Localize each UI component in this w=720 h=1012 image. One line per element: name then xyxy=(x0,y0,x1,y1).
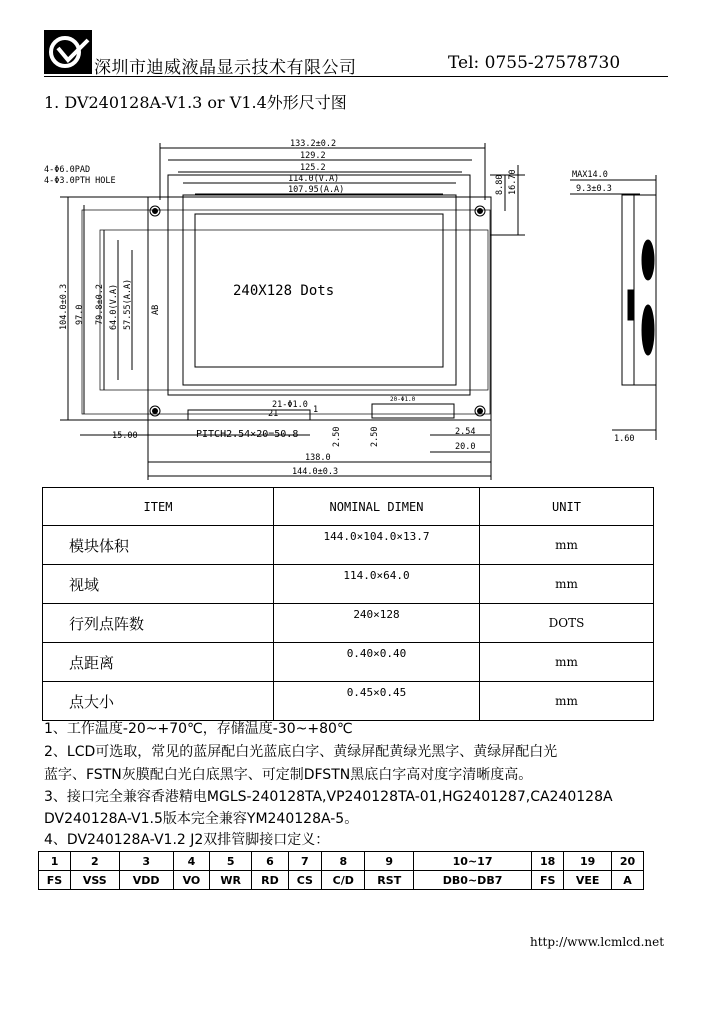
hole-th: 4-Φ3.0PTH HOLE xyxy=(44,176,116,186)
spec-table xyxy=(42,487,654,721)
center-label: 240X128 Dots xyxy=(233,283,335,299)
dim-1252: 125.2 xyxy=(300,163,326,173)
pin-name: DB0~DB7 xyxy=(414,871,532,890)
section-title: 1. DV240128A-V1.3 or V1.4外形尺寸图 xyxy=(44,93,347,112)
spec-header-dimen: NOMINAL DIMEN xyxy=(274,488,480,526)
height-970: 97.0 xyxy=(75,304,85,325)
dim-200: 20.0 xyxy=(455,442,476,452)
pin-number: 19 xyxy=(564,852,612,871)
pin-number: 1 xyxy=(39,852,71,871)
pin-number: 2 xyxy=(71,852,120,871)
pin-number: 5 xyxy=(210,852,252,871)
pin-name: FS xyxy=(532,871,564,890)
spec-unit: mm xyxy=(480,643,654,682)
spec-header-unit: UNIT xyxy=(480,488,654,526)
spec-value: 240×128 xyxy=(353,608,400,621)
height-aa: 57.55(A.A) xyxy=(123,278,133,330)
table-row xyxy=(43,604,654,643)
spec-value-cell xyxy=(274,682,480,721)
right-pin-label: 20-Φ1.0 xyxy=(390,396,416,403)
spec-value: 0.40×0.40 xyxy=(346,647,407,660)
spec-value-cell xyxy=(274,565,480,604)
spec-value-cell xyxy=(274,604,480,643)
pin-name: C/D xyxy=(322,871,365,890)
side-93: 9.3±0.3 xyxy=(576,184,612,194)
height-total: 104.0±0.3 xyxy=(59,283,69,330)
dim-va: 114.0(V.A) xyxy=(288,174,340,184)
spec-header-row xyxy=(43,488,654,526)
pin-name: A xyxy=(612,871,644,890)
width-total: 144.0±0.3 xyxy=(292,467,339,477)
note-3: 3、接口完全兼容香港精电MGLS-240128TA,VP240128TA-01,HG2401287,CA240128A xyxy=(44,789,613,805)
spec-item: 点距离 xyxy=(43,643,274,682)
dim-1500: 15.00 xyxy=(112,431,138,441)
dim-1670: 16.70 xyxy=(508,169,518,195)
spec-unit: mm xyxy=(480,526,654,565)
ab-label: AB xyxy=(151,304,161,315)
pin-end: 21 xyxy=(268,409,279,419)
pin-name: FS xyxy=(39,871,71,890)
pcb-outline xyxy=(148,197,491,420)
dim-outline: 133.2±0.2 xyxy=(290,139,337,149)
spec-unit: DOTS xyxy=(480,604,654,643)
hole-od: 4-Φ6.0PAD xyxy=(44,165,91,175)
dim-aa: 107.95(A.A) xyxy=(288,185,345,195)
pin-name: WR xyxy=(210,871,252,890)
pin-name: RST xyxy=(365,871,414,890)
spec-item: 模块体积 xyxy=(43,526,274,565)
pin-name: VEE xyxy=(564,871,612,890)
pin-one: 1 xyxy=(313,405,319,415)
pin-number: 3 xyxy=(119,852,173,871)
pin-table xyxy=(38,851,644,890)
pin-name: VSS xyxy=(71,871,120,890)
table-row xyxy=(43,526,654,565)
pin-name: VO xyxy=(173,871,209,890)
spec-header-item: ITEM xyxy=(43,488,274,526)
spec-value: 114.0×64.0 xyxy=(343,569,410,582)
note-1: 1、工作温度-20~+70℃，存储温度-30~+80℃ xyxy=(44,721,353,737)
pin-number: 18 xyxy=(532,852,564,871)
dim-254: 2.54 xyxy=(455,427,476,437)
height-798: 79.8±0.2 xyxy=(95,284,105,325)
spec-value-cell xyxy=(274,643,480,682)
pin-number-row xyxy=(39,852,644,871)
note-4: 4、DV240128A-V1.2 J2双排管脚接口定义： xyxy=(44,832,330,848)
pin-name-row xyxy=(39,871,644,890)
note-2-cont: 蓝字、FSTN灰膜配白光白底黑字、可定制DFSTN黑底白字高对度字清晰度高。 xyxy=(44,767,533,783)
pin-number: 7 xyxy=(288,852,322,871)
side-max: MAX14.0 xyxy=(572,170,608,180)
dim-1380: 138.0 xyxy=(305,453,331,463)
pin-name: VDD xyxy=(119,871,173,890)
footer-url[interactable]: http://www.lcmlcd.net xyxy=(530,935,665,949)
dim-250b: 2.50 xyxy=(370,426,380,447)
table-row xyxy=(43,565,654,604)
side-160: 1.60 xyxy=(614,434,635,444)
note-3-cont: DV240128A-V1.5版本完全兼容YM240128A-5。 xyxy=(44,811,359,827)
pin-number: 8 xyxy=(322,852,365,871)
pin-number: 20 xyxy=(612,852,644,871)
dim-1292: 129.2 xyxy=(300,151,326,161)
company-name: 深圳市迪威液晶显示技术有限公司 xyxy=(94,58,357,78)
height-va: 64.0(V.A) xyxy=(109,283,119,330)
telephone: Tel: 0755-27578730 xyxy=(448,53,621,73)
pin-number: 9 xyxy=(365,852,414,871)
spec-value-cell xyxy=(274,526,480,565)
spec-item: 点大小 xyxy=(43,682,274,721)
pin-number: 10~17 xyxy=(414,852,532,871)
dim-250a: 2.50 xyxy=(332,426,342,447)
pin-number: 4 xyxy=(173,852,209,871)
table-row xyxy=(43,643,654,682)
pin-name: CS xyxy=(288,871,322,890)
spec-unit: mm xyxy=(480,565,654,604)
spec-value: 144.0×104.0×13.7 xyxy=(323,530,430,543)
outline-drawing xyxy=(0,0,720,480)
pitch-label: PITCH2.54×20=50.8 xyxy=(196,429,299,440)
note-2: 2、LCD可选取，常见的蓝屏配白光蓝底白字、黄绿屏配黄绿光黑字、黄绿屏配白光 xyxy=(44,744,558,760)
table-row xyxy=(43,682,654,721)
pin-number: 6 xyxy=(252,852,288,871)
dim-880: 8.80 xyxy=(495,174,505,195)
spec-value: 0.45×0.45 xyxy=(346,686,407,699)
spec-item: 视域 xyxy=(43,565,274,604)
pin-name: RD xyxy=(252,871,288,890)
pin-hole-label: 21-Φ1.0 xyxy=(272,400,308,410)
spec-unit: mm xyxy=(480,682,654,721)
spec-item: 行列点阵数 xyxy=(43,604,274,643)
